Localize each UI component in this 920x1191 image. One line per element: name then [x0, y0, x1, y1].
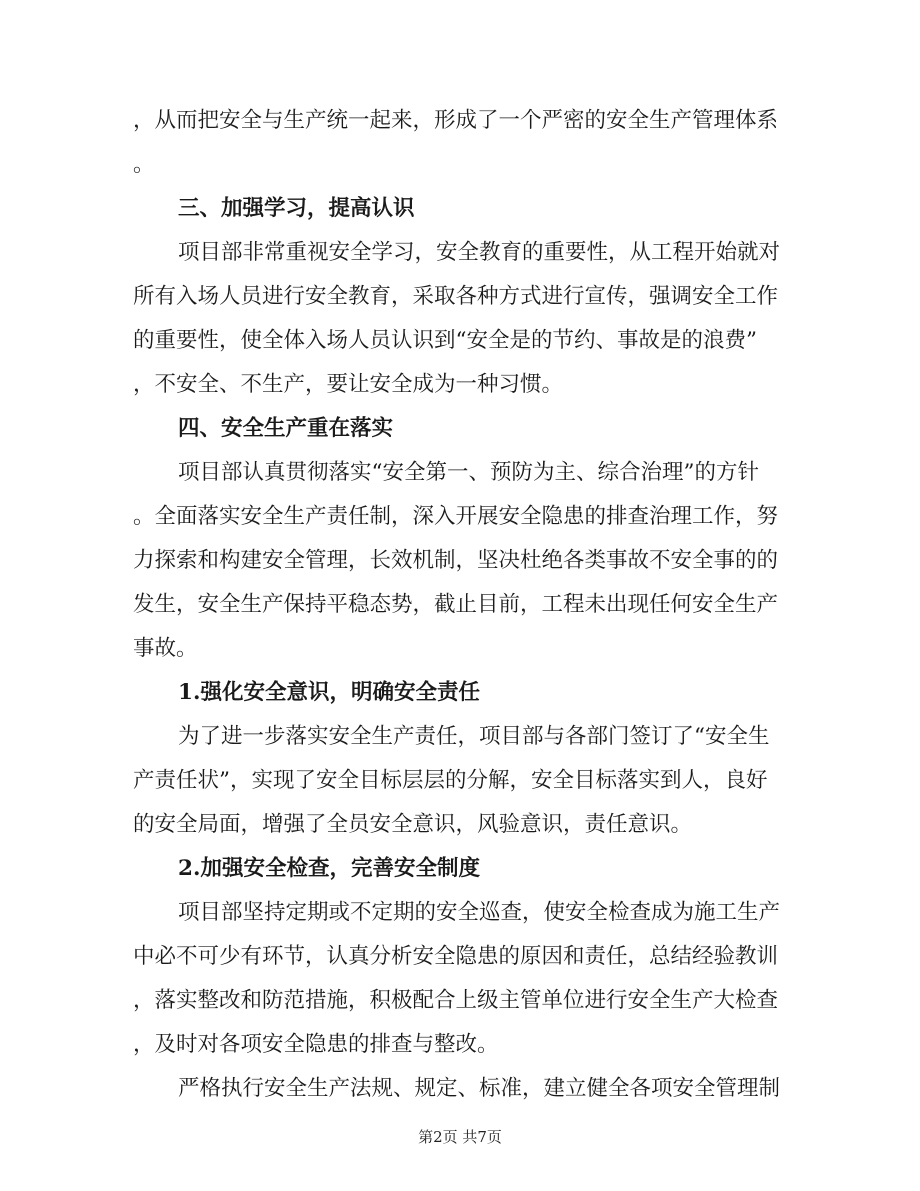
- page-number-footer: 第2页 共7页: [418, 1128, 502, 1146]
- body-text-line: 项目部认真贯彻落实“安全第一、预防为主、综合治理”的方针: [178, 460, 759, 485]
- body-text-line: 所有入场人员进行安全教育，采取各种方式进行宣传，强调安全工作: [133, 284, 779, 309]
- subsection-heading-2: 2.加强安全检查，完善安全制度: [178, 856, 480, 881]
- body-text-line: ，及时对各项安全隐患的排查与整改。: [133, 1032, 499, 1057]
- body-text-line: 。全面落实安全生产责任制，深入开展安全隐患的排查治理工作，努: [133, 504, 779, 529]
- body-text-line: 的安全局面，增强了全员安全意识，风验意识，责任意识。: [133, 812, 693, 837]
- body-text-line: 事故。: [133, 636, 198, 661]
- body-text-line: 。: [133, 152, 155, 177]
- body-text-line: 的重要性，使全体入场人员认识到“安全是的节约、事故是的浪费”: [133, 328, 757, 353]
- subsection-heading-1: 1.强化安全意识，明确安全责任: [178, 680, 480, 705]
- body-text-line: 中必不可少有环节，认真分析安全隐患的原因和责任，总结经验教训: [133, 944, 779, 969]
- body-text-line: ，从而把安全与生产统一起来，形成了一个严密的安全生产管理体系: [133, 108, 779, 133]
- section-heading-3: 三、加强学习，提高认识: [178, 196, 415, 221]
- body-text-line: ，落实整改和防范措施，积极配合上级主管单位进行安全生产大检查: [133, 988, 779, 1013]
- section-heading-4: 四、安全生产重在落实: [178, 416, 394, 441]
- body-text-line: 力探索和构建安全管理，长效机制，坚决杜绝各类事故不安全事的的: [133, 548, 779, 573]
- body-text-line: 项目部非常重视安全学习，安全教育的重要性，从工程开始就对: [178, 240, 781, 265]
- body-text-line: 发生，安全生产保持平稳态势，截止目前，工程未出现任何安全生产: [133, 592, 779, 617]
- body-text-line: ，不安全、不生产，要让安全成为一种习惯。: [133, 372, 564, 397]
- body-text-line: 为了进一步落实安全生产责任，项目部与各部门签订了“安全生: [178, 724, 770, 749]
- body-text-line: 项目部坚持定期或不定期的安全巡查，使安全检查成为施工生产: [178, 900, 781, 925]
- body-text-line: 产责任状”，实现了安全目标层层的分解，安全目标落实到人，良好: [133, 768, 768, 793]
- body-text-line: 严格执行安全生产法规、规定、标准，建立健全各项安全管理制: [178, 1076, 781, 1101]
